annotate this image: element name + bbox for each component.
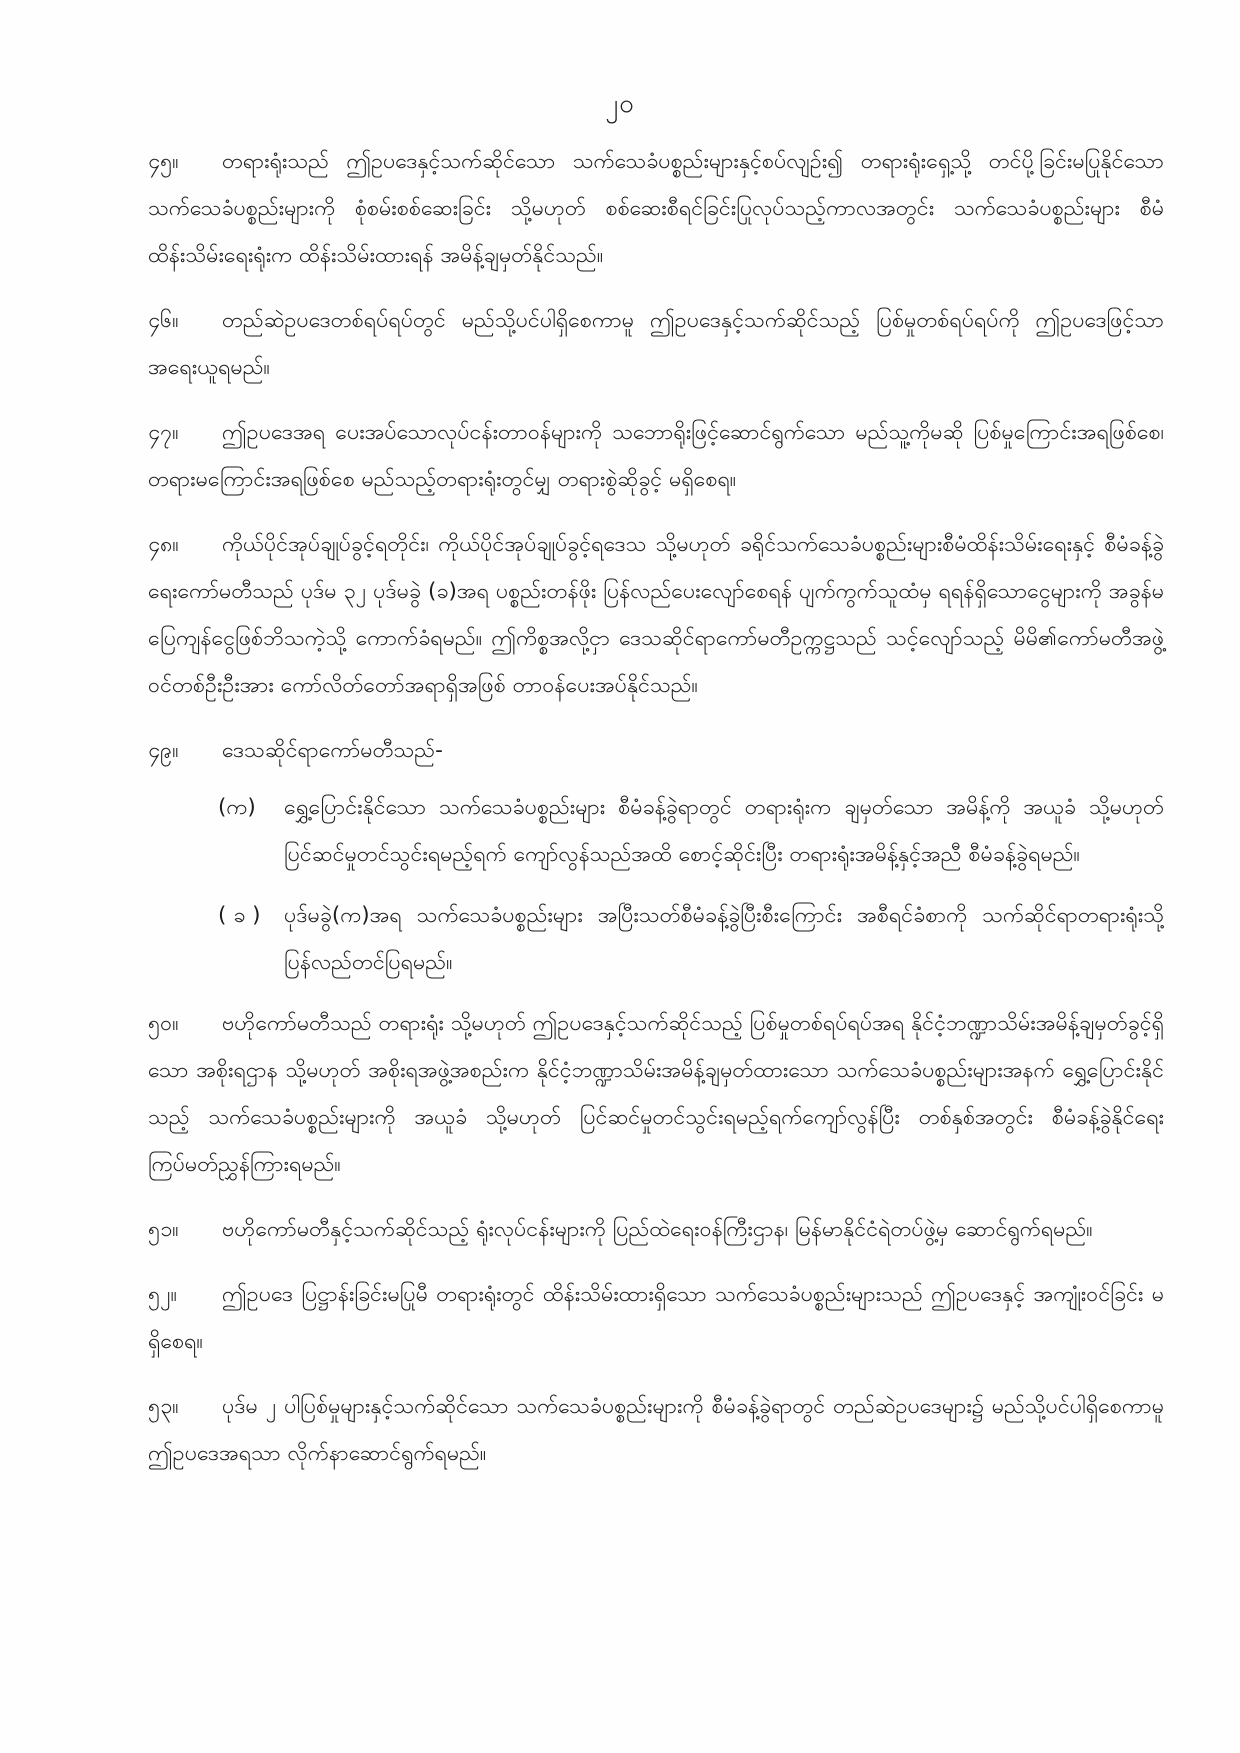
section-53 xyxy=(148,1383,1164,1477)
page-number: ၂၀ xyxy=(605,89,635,119)
section-text: တည်ဆဲဥပဒေတစ်ရပ်ရပ်တွင် မည်သို့ပင်ပါရှိစေကာမူ ဤဥပဒေနှင့်သက်ဆိုင်သည့် ပြစ်မှုတစ်ရပ်ရပ်ကို ဤဥပဒေဖြင့်သာ အရေးယူရမည်။ xyxy=(148,308,1164,380)
section-number: ၅၂။ xyxy=(148,1282,178,1307)
section-number: ၄၅။ xyxy=(148,149,179,174)
subsection-mark: (က) xyxy=(218,795,256,820)
section-text: ကိုယ်ပိုင်အုပ်ချုပ်ခွင့်ရတိုင်း၊ ကိုယ်ပိုင်အုပ်ချုပ်ခွင့်ရဒေသ သို့မဟုတ် ခရိုင်သက်သေခံပစ္စည်းများစီမံထိန်းသိမ်းရေးနှင့် စီမံခန့်ခွဲရေးကော်မတီသည် ပုဒ်မ ၃၂ ပုဒ်မခွဲ (ခ)အရ ပစ္စည်းတန်ဖိုး ပြန်လည်ပေးလျော်စေရန် ပျက်ကွက်သူထံမှ ရရန်ရှိသောငွေများကို အခွန်မပြေကျန်ငွေဖြစ်ဘိသကဲ့သို့ ကောက်ခံရမည်။ ဤကိစ္စအလို့ငှာ ဒေသဆိုင်ရာကော်မတီဥက္ကဋ္ဌသည် သင့်လျော်သည့် မိမိ၏ကော်မတီအဖွဲ့ဝင်တစ်ဦးဦးအား ကော်လိတ်တော်အရာရှိအဖြစ် တာဝန်ပေးအပ်နိုင်သည်။ xyxy=(148,532,1164,698)
section-text: ဤဥပဒေ ပြဋ္ဌာန်းခြင်းမပြုမီ တရားရုံးတွင် ထိန်းသိမ်းထားရှိသော သက်သေခံပစ္စည်းများသည် ဤဥပဒေနှင့် အကျုံးဝင်ခြင်း မရှိစေရ။ xyxy=(148,1282,1164,1354)
section-number: ၅၁။ xyxy=(148,1217,179,1242)
section-52 xyxy=(148,1271,1164,1365)
section-text: ဗဟိုကော်မတီသည် တရားရုံး သို့မဟုတ် ဤဥပဒေနှင့်သက်ဆိုင်သည့် ပြစ်မှုတစ်ရပ်ရပ်အရ နိုင်ငံ့ဘဏ္ဍာသိမ်းအမိန့်ချမှတ်ခွင့်ရှိသော အစိုးရဌာန သို့မဟုတ် အစိုးရအဖွဲ့အစည်းက နိုင်ငံ့ဘဏ္ဍာသိမ်းအမိန့်ချမှတ်ထားသော သက်သေခံပစ္စည်းများအနက် ရွှေ့ပြောင်းနိုင်သည့် သက်သေခံပစ္စည်းများကို အယူခံ သို့မဟုတ် ပြင်ဆင်မှုတင်သွင်းရမည့်ရက်ကျော်လွန်ပြီး တစ်နှစ်အတွင်း စီမံခန့်ခွဲနိုင်ရေး ကြပ်မတ်ညွှန်ကြားရမည်။ xyxy=(148,1011,1164,1177)
section-50 xyxy=(148,1000,1164,1188)
section-number: ၄၇။ xyxy=(148,420,179,445)
section-number: ၅၃။ xyxy=(148,1394,179,1419)
section-text: ဗဟိုကော်မတီနှင့်သက်ဆိုင်သည့် ရုံးလုပ်ငန်းများကို ပြည်ထဲရေးဝန်ကြီးဌာန၊ မြန်မာနိုင်ငံရဲတပ်ဖွဲ့မှ ဆောင်ရွက်ရမည်။ xyxy=(222,1217,1093,1242)
subsection-kha xyxy=(218,892,1164,986)
section-text: တရားရုံးသည် ဤဥပဒေနှင့်သက်ဆိုင်သော သက်သေခံပစ္စည်းများနှင့်စပ်လျဉ်း၍ တရားရုံးရှေ့သို့ တင်ပို့ခြင်းမပြုနိုင်သော သက်သေခံပစ္စည်းများကို စုံစမ်းစစ်ဆေးခြင်း သို့မဟုတ် စစ်ဆေးစီရင်ခြင်းပြုလုပ်သည့်ကာလအတွင်း သက်သေခံပစ္စည်းများ စီမံထိန်းသိမ်းရေးရုံးက ထိန်းသိမ်းထားရန် အမိန့်ချမှတ်နိုင်သည်။ xyxy=(148,149,1164,268)
section-48 xyxy=(148,521,1164,709)
section-number: ၄၉။ xyxy=(148,738,179,763)
body-text xyxy=(148,138,1164,1495)
section-51 xyxy=(148,1206,1164,1253)
section-49 xyxy=(148,727,1164,774)
section-text: ပုဒ်မ ၂ ပါပြစ်မှုများနှင့်သက်ဆိုင်သော သက်သေခံပစ္စည်းများကို စီမံခန့်ခွဲရာတွင် တည်ဆဲဥပဒေများ၌ မည်သို့ပင်ပါရှိစေကာမူ ဤဥပဒေအရသာ လိုက်နာဆောင်ရွက်ရမည်။ xyxy=(148,1394,1164,1466)
section-47 xyxy=(148,409,1164,503)
section-number: ၅၀။ xyxy=(148,1011,179,1036)
section-text: ဒေသဆိုင်ရာကော်မတီသည်- xyxy=(222,738,443,763)
subsection-mark: ( ခ ) xyxy=(218,903,261,928)
section-46 xyxy=(148,297,1164,391)
section-number: ၄၈။ xyxy=(148,532,179,557)
subsection-text: ရွှေ့ပြောင်းနိုင်သော သက်သေခံပစ္စည်းများ စီမံခန့်ခွဲရာတွင် တရားရုံးက ချမှတ်သော အမိန့်ကို အယူခံ သို့မဟုတ် ပြင်ဆင်မှုတင်သွင်းရမည့်ရက် ကျော်လွန်သည်အထိ စောင့်ဆိုင်းပြီး တရားရုံးအမိန့်နှင့်အညီ စီမံခန့်ခွဲရမည်။ xyxy=(284,795,1164,867)
subsection-text: ပုဒ်မခွဲ(က)အရ သက်သေခံပစ္စည်းများ အပြီးသတ်စီမံခန့်ခွဲပြီးစီးကြောင်း အစီရင်ခံစာကို သက်ဆိုင်ရာတရားရုံးသို့ ပြန်လည်တင်ပြရမည်။ xyxy=(284,903,1164,975)
section-45 xyxy=(148,138,1164,279)
section-number: ၄၆။ xyxy=(148,308,179,333)
section-text: ဤဥပဒေအရ ပေးအပ်သောလုပ်ငန်းတာဝန်များကို သဘောရိုးဖြင့်ဆောင်ရွက်သော မည်သူ့ကိုမဆို ပြစ်မှုကြောင်းအရဖြစ်စေ၊ တရားမကြောင်းအရဖြစ်စေ မည်သည့်တရားရုံးတွင်မျှ တရားစွဲဆိုခွင့် မရှိစေရ။ xyxy=(148,420,1164,492)
subsection-ka xyxy=(218,784,1164,878)
